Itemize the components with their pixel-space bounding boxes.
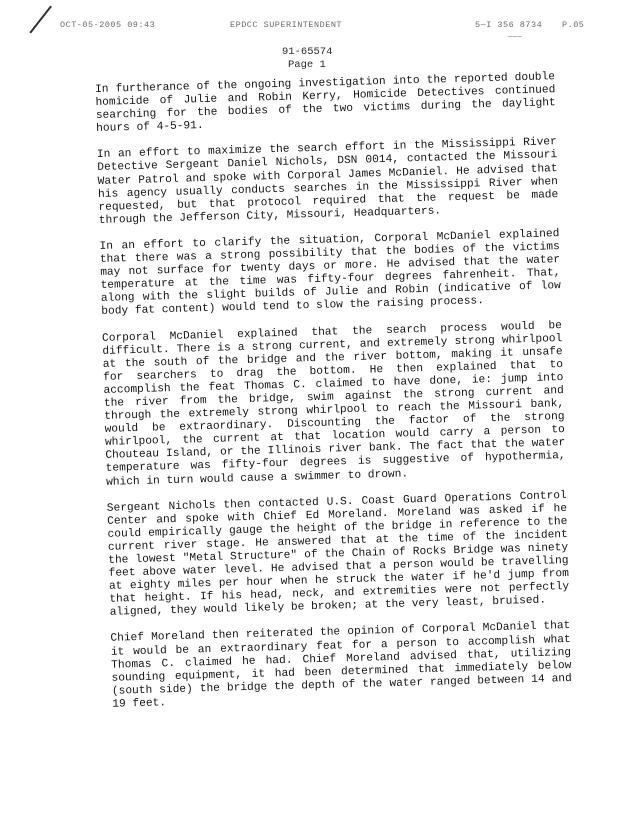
fax-header [0, 14, 637, 41]
paragraph-3: In an effort to clarify the situation, Corporal McDaniel explained that there was a strong possibility that the bodies of the victims may not surface for twenty days or more. He advised that the water temperature at the time was fifty-four degrees fahrenheit. That, along with the slight builds of Julie and Robin (indicative of low body fat content) would tend to slow the raising process. [99, 228, 562, 319]
report-body [95, 71, 573, 725]
case-number: 91-65574 [282, 46, 333, 58]
fax-page-marker: P.05 [562, 20, 585, 30]
fax-under-mark: ——— [508, 33, 523, 41]
fax-phone-code: 5—I 356 8734 [475, 20, 543, 30]
paragraph-6: Chief Moreland then reiterated the opinion of Corporal McDaniel that it would be an extraordinary feat for a person to accomplish what Thomas C. claimed he had. Chief Moreland advised that, utilizing sounding equipment, it had been determined that immediately below (south side) the bridge the depth of the water ranged between 14 and 19 feet. [110, 620, 572, 711]
page-label: Page 1 [288, 59, 326, 71]
paragraph-2: In an effort to maximize the search effort in the Mississippi River Detective Sergeant Daniel Nichols, DSN 0014, contacted the Missouri Water Patrol and spoke with Corporal James McDaniel. He advised that his agency usually conducts searches in the Mississippi River when requested, but that protocol required that the request be made through the Jefferson City, Missouri, Headquarters. [96, 136, 559, 227]
paragraph-1: In furtherance of the ongoing investigation into the reported double homicide of Julie and Robin Kerry, Homicide Detectives continued searching for the bodies of the two victims during the daylight hours of 4-5-91. [95, 71, 556, 136]
paragraph-4: Corporal McDaniel explained that the search process would be difficult. There is a strong current, and extremely strong whirlpool at the south of the bridge and the river bottom, making it unsafe for searchers to drag the bottom. He then explained that to accomplish the feat Thomas C. claimed to have done, ie: jump into the river from the bridge, swim against the strong current and through the extremely strong whirlpool to reach the Missouri bank, would be extraordinary. Discounting the factor of the strong whirlpool, the current at that location would carry a person to Chouteau Island, or the Illinois river bank. The fact that the water temperature was fifty-four degrees is suggestive of hypothermia, which in turn would cause a swimmer to drown. [101, 319, 566, 489]
fax-date-time: OCT-05-2005 09:43 [60, 20, 156, 30]
paragraph-5: Sergeant Nichols then contacted U.S. Coast Guard Operations Control Center and spoke with Chief Ed Moreland. Moreland was asked if he could empirically gauge the height of the bridge in reference to the current river stage. He answered that at the time of the incident the lowest "Metal Structure" of the Chain of Rocks Bridge was ninety feet above water level. He advised that a person would be travelling at eighty miles per hour when he struck the water if he'd jump from that height. If his head, neck, and extremities were not perfectly aligned, they would likely be broken; at the very least, bruised. [106, 489, 570, 620]
fax-sender: EPDCC SUPERINTENDENT [230, 20, 343, 30]
page-header [282, 46, 342, 72]
